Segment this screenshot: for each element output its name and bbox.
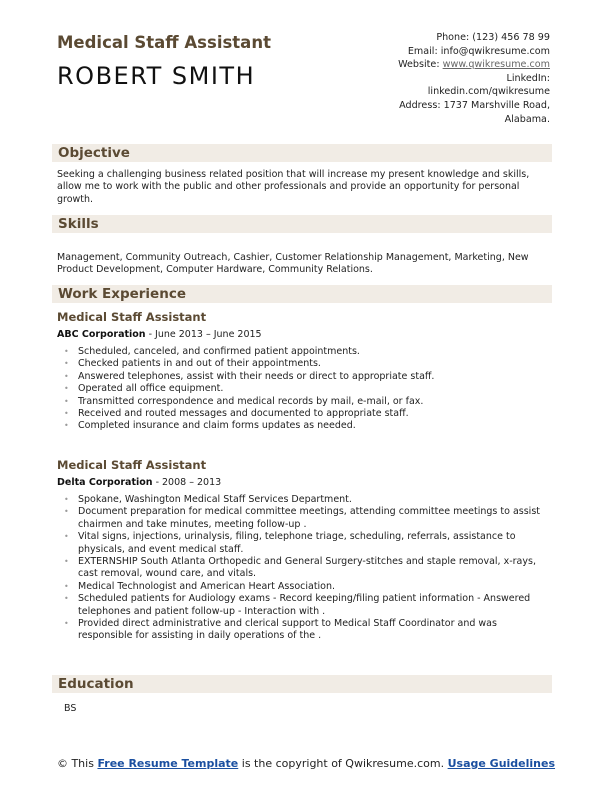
contact-email: Email: info@qwikresume.com: [407, 45, 550, 57]
list-item: • Transmitted correspondence and medical records by mail, e-mail, or fax.: [64, 396, 544, 408]
contact-block: [350, 31, 550, 126]
list-item: • Completed insurance and claim forms updates as needed.: [64, 420, 544, 432]
job-2-title: Medical Staff Assistant: [57, 458, 207, 472]
list-item: • Checked patients in and out of their appointments.: [64, 358, 544, 370]
linkedin-label: LinkedIn:: [506, 72, 550, 84]
contact-phone: Phone: (123) 456 78 99: [436, 32, 550, 43]
list-item: • Operated all office equipment.: [64, 383, 544, 395]
job-1-company-line: [57, 329, 262, 340]
usage-guidelines-link[interactable]: Usage Guidelines: [447, 757, 556, 770]
footer: [0, 757, 612, 770]
skills-heading: Skills: [58, 216, 99, 232]
list-item: • Spokane, Washington Medical Staff Services Department.: [64, 494, 544, 506]
work-heading: Work Experience: [58, 286, 186, 302]
objective-text: Seeking a challenging business related position that will increase my present knowledge and skills, allow me to work with the public and other professionals and provide an opportunity for personal growth.: [57, 169, 530, 205]
list-item: • Medical Technologist and American Heart Association.: [64, 581, 544, 593]
footer-copyright: is the copyright of Qwikresume.com.: [238, 757, 448, 770]
list-item: • Vital signs, injections, urinalysis, filing, telephone triage, scheduling, referrals, assistance to physicals, and event medical staff.: [64, 531, 544, 556]
education-degree: BS: [64, 703, 77, 714]
website-link[interactable]: www.qwikresume.com: [442, 59, 550, 71]
contact-website: [350, 58, 550, 72]
objective-heading: Objective: [58, 145, 130, 161]
address-line1: Address: 1737 Marshville Road,: [399, 99, 550, 111]
work-section-bar: [52, 285, 552, 303]
job-1-dates: - June 2013 – June 2015: [145, 329, 262, 340]
list-item: • Scheduled patients for Audiology exams - Record keeping/filing patient information - Answered telephones and patient follow-up - Interaction with .: [64, 593, 544, 618]
footer-prefix: © This: [56, 757, 98, 770]
linkedin-url: linkedin.com/qwikresume: [427, 86, 550, 98]
job-1-title: Medical Staff Assistant: [57, 310, 207, 324]
free-resume-template-link[interactable]: Free Resume Template: [97, 757, 239, 770]
list-item: • Received and routed messages and documented to appropriate staff.: [64, 408, 544, 420]
address-line2: Alabama.: [504, 113, 550, 125]
list-item: • Document preparation for medical committee meetings, attending committee meetings to assist chairmen and take minutes, meeting follow-up .: [64, 506, 544, 531]
job-2-bullets: [64, 494, 544, 643]
list-item: • Scheduled, canceled, and confirmed patient appointments.: [64, 346, 544, 358]
skills-text: Management, Community Outreach, Cashier, Customer Relationship Management, Marketing, New Product Development, Computer Hardware, Community Relations.: [57, 252, 529, 276]
list-item: • EXTERNSHIP South Atlanta Orthopedic and General Surgery-stitches and staple removal, x-rays, cast removal, wound care, and vitals.: [64, 556, 544, 581]
education-section-bar: [52, 675, 552, 693]
candidate-name: ROBERT SMITH: [57, 62, 256, 90]
list-item: • Provided direct administrative and clerical support to Medical Staff Coordinator and was responsible for assisting in daily operations of the .: [64, 618, 544, 643]
objective-section-bar: [52, 144, 552, 162]
job-2-dates: - 2008 – 2013: [152, 477, 222, 488]
job-2-company: Delta Corporation: [57, 477, 153, 488]
job-2-company-line: [57, 477, 221, 488]
list-item: • Answered telephones, assist with their needs or direct to appropriate staff.: [64, 371, 544, 383]
education-heading: Education: [58, 676, 134, 692]
job-1-bullets: [64, 346, 544, 433]
website-label: Website:: [398, 59, 443, 71]
job-1-company: ABC Corporation: [57, 329, 146, 340]
job-title-heading: Medical Staff Assistant: [57, 33, 271, 52]
skills-section-bar: [52, 215, 552, 233]
